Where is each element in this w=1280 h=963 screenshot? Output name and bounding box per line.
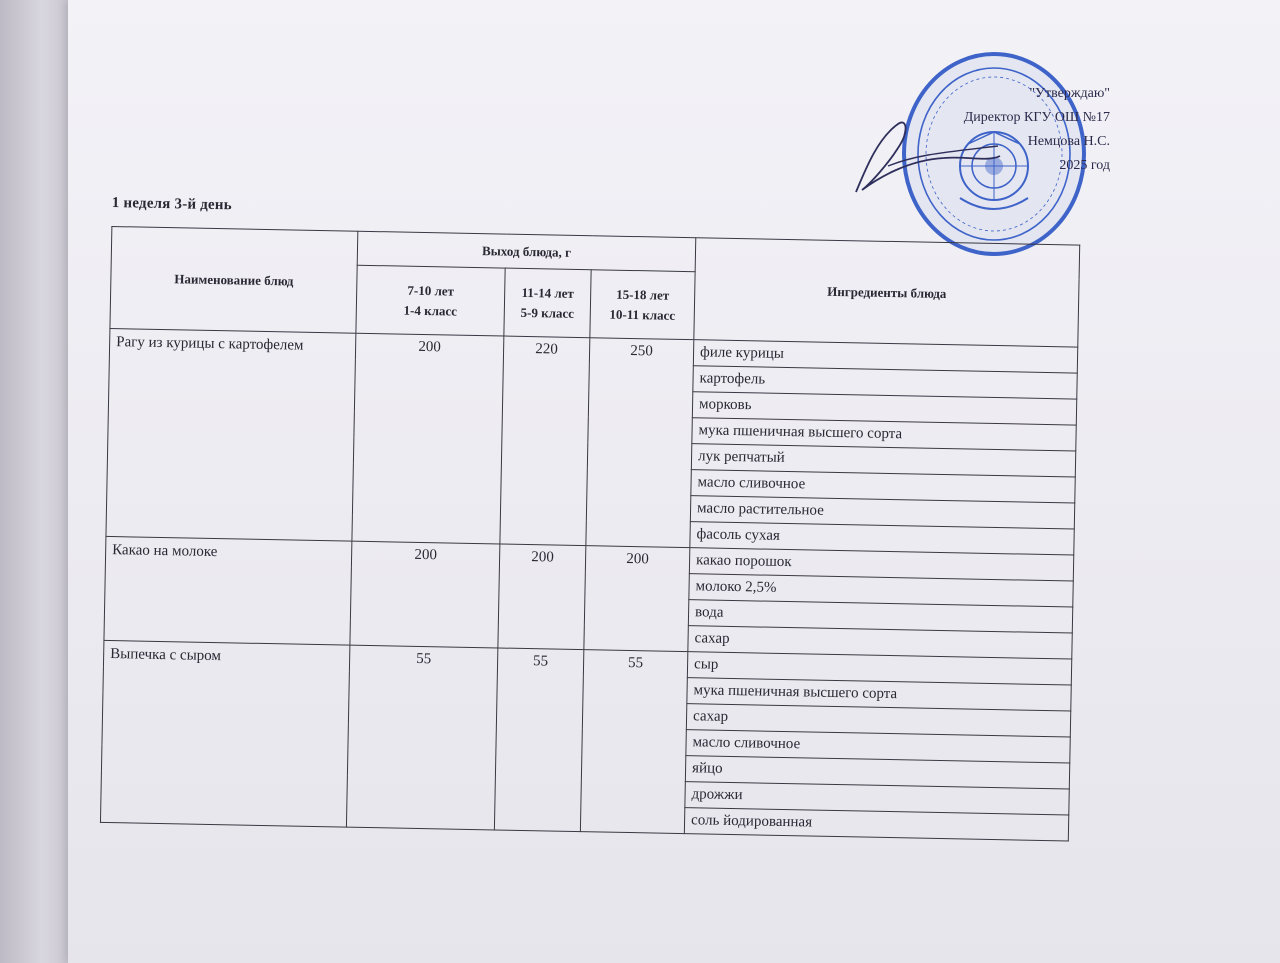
header-age-group-2 bbox=[504, 268, 591, 338]
yield-7-10: 200 bbox=[350, 541, 500, 648]
dish-name: Выпечка с сыром bbox=[100, 640, 349, 827]
dish-name: Какао на молоке bbox=[104, 536, 352, 645]
ingredient: морковь bbox=[692, 392, 1076, 425]
age-range: 11-14 лет bbox=[521, 284, 575, 301]
yield-15-18: 200 bbox=[584, 546, 690, 652]
approval-year: 2025 год bbox=[1059, 158, 1110, 173]
ingredient: мука пшеничная высшего сорта bbox=[692, 418, 1076, 451]
ingredient: сахар bbox=[688, 626, 1072, 659]
ingredient: масло растительное bbox=[690, 496, 1074, 529]
ingredient: дрожжи bbox=[685, 782, 1069, 815]
yield-7-10: 200 bbox=[352, 333, 504, 544]
yield-15-18: 250 bbox=[586, 338, 694, 548]
ingredient: фасоль сухая bbox=[690, 522, 1074, 555]
grade-range: 10-11 класс bbox=[609, 306, 676, 323]
ingredient: мука пшеничная высшего сорта bbox=[687, 678, 1071, 711]
approval-position: Директор КГУ ОШ №17 bbox=[963, 110, 1110, 125]
ingredient: лук репчатый bbox=[691, 444, 1075, 477]
header-age-group-1 bbox=[356, 265, 505, 336]
day-title: 1 неделя 3-й день bbox=[111, 195, 232, 214]
yield-15-18: 55 bbox=[580, 650, 687, 834]
yield-11-14: 55 bbox=[494, 648, 583, 832]
ingredient: молоко 2,5% bbox=[689, 574, 1073, 607]
age-range: 7-10 лет bbox=[407, 282, 455, 299]
ingredient: какао порошок bbox=[689, 548, 1073, 581]
header-yield: Выход блюда, г bbox=[357, 231, 696, 271]
ingredient: масло сливочное bbox=[691, 470, 1075, 503]
yield-11-14: 220 bbox=[500, 336, 590, 546]
header-age-group-3 bbox=[590, 270, 695, 340]
yield-7-10: 55 bbox=[346, 645, 497, 830]
dish-name: Рагу из курицы с картофелем bbox=[106, 328, 356, 541]
ingredient: сыр bbox=[687, 652, 1071, 685]
header-ingredients: Ингредиенты блюда bbox=[694, 238, 1080, 347]
background-strip bbox=[0, 0, 70, 963]
ingredient: сахар bbox=[686, 704, 1070, 737]
age-range: 15-18 лет bbox=[616, 286, 670, 303]
ingredient: вода bbox=[688, 600, 1072, 633]
ingredient: яйцо bbox=[685, 756, 1069, 789]
approval-heading: "Утверждаю" bbox=[1029, 86, 1110, 101]
menu-document bbox=[100, 195, 1092, 842]
yield-11-14: 200 bbox=[498, 544, 586, 650]
ingredient: филе курицы bbox=[693, 340, 1077, 373]
grade-range: 5-9 класс bbox=[520, 304, 575, 321]
menu-table bbox=[100, 226, 1080, 841]
ingredient: картофель bbox=[693, 366, 1077, 399]
approval-name: Немцова Н.С. bbox=[1027, 134, 1110, 149]
header-dish-name: Наименование блюд bbox=[110, 227, 358, 334]
grade-range: 1-4 класс bbox=[403, 302, 458, 319]
ingredient: соль йодированная bbox=[684, 808, 1068, 841]
approval-block bbox=[890, 82, 1110, 178]
ingredient: масло сливочное bbox=[686, 730, 1070, 763]
